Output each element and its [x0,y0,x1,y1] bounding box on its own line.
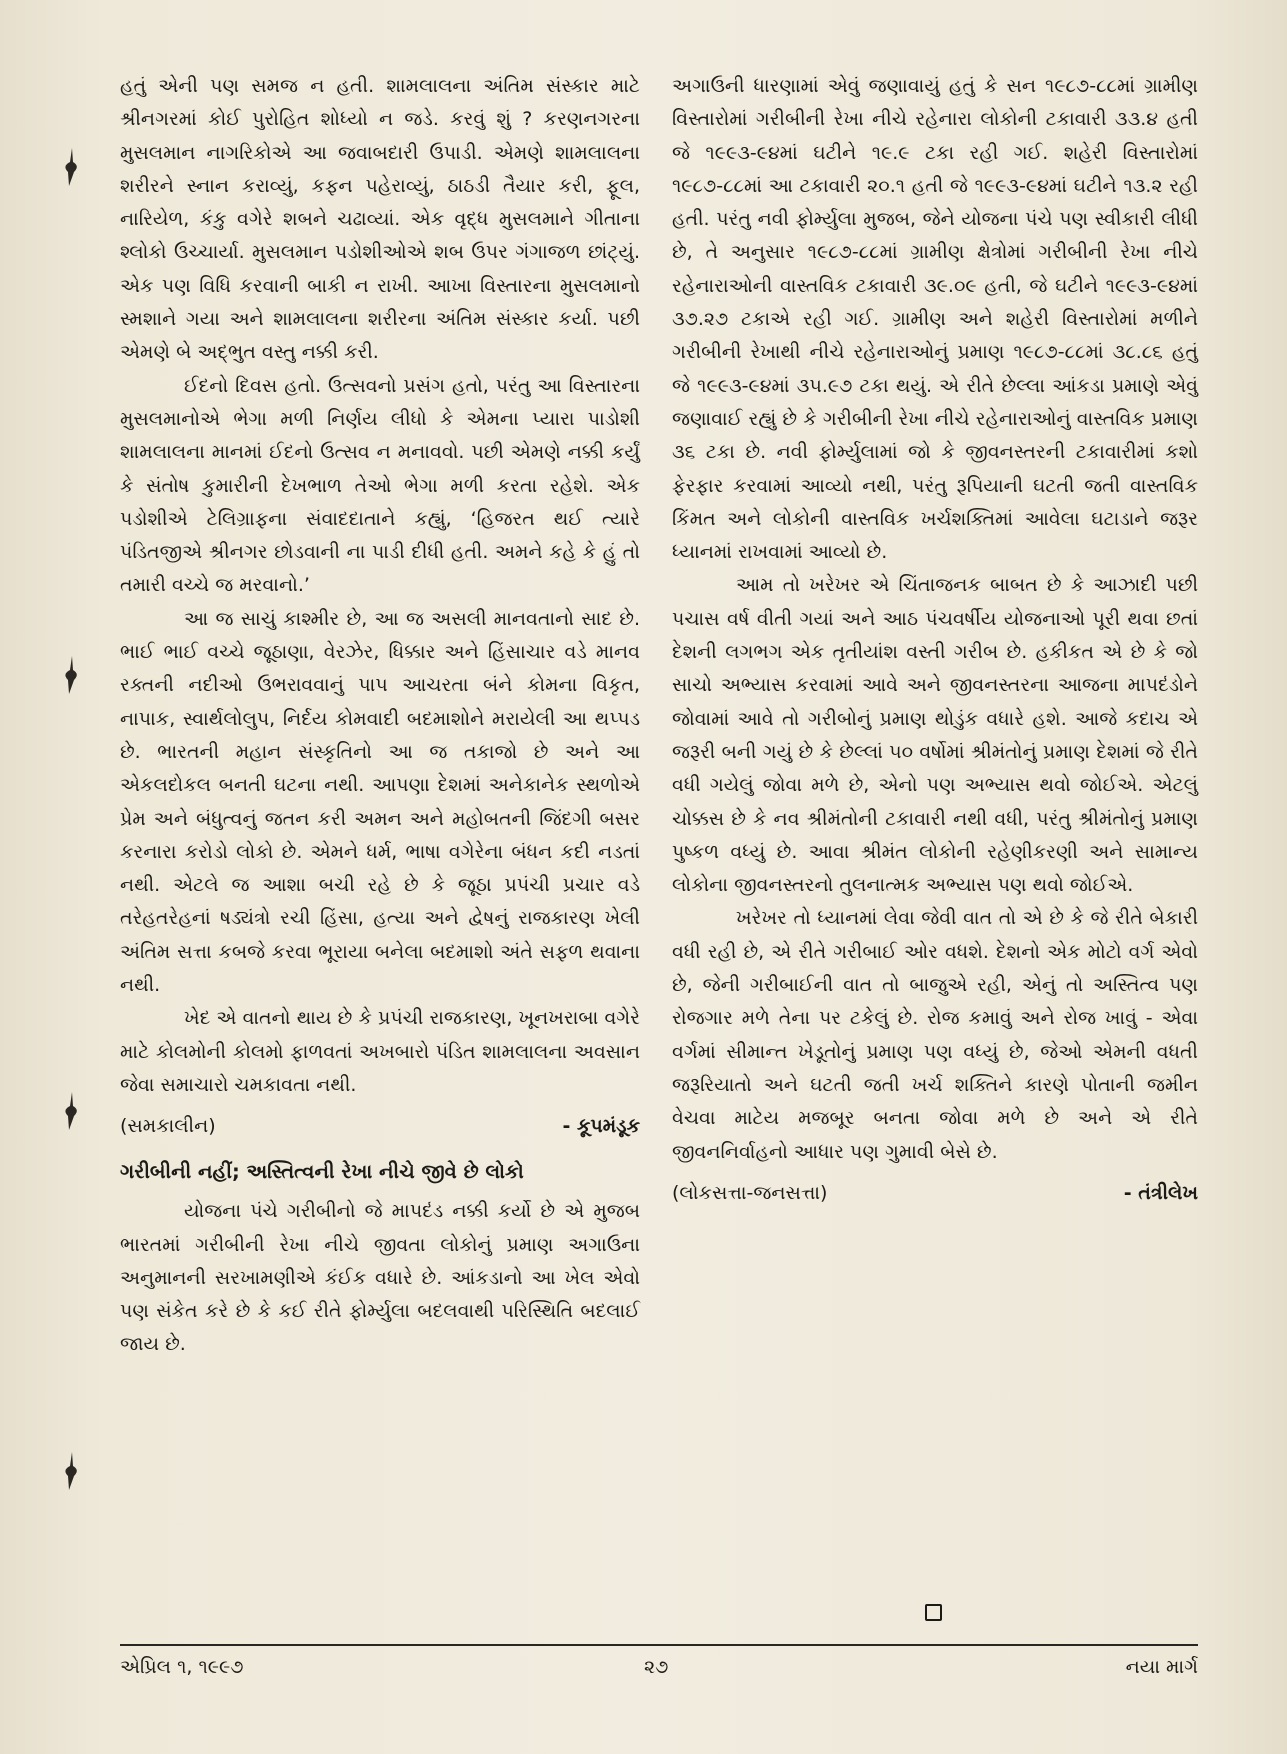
magazine-name: નયા માર્ગ [1125,1656,1198,1678]
paragraph: હતું એની પણ સમજ ન હતી. શામલાલના અંતિમ સંસ્કાર માટે શ્રીનગરમાં કોઈ પુરોહિત શોધ્યો ન જડે. કરવું શું ? કરણનગરના મુસલમાન નાગરિકોએ આ જવાબદારી ઉપાડી. એમણે શામલાલના શરીરને સ્નાન કરાવ્યું, કફન પહેરાવ્યું, ઠાઠડી તૈયાર કરી, ફૂલ, નારિયેળ, કંકુ વગેરે શબને ચઢાવ્યાં. એક વૃદ્ધ મુસલમાને ગીતાના શ્લોકો ઉચ્ચાર્યા. મુસલમાન પડોશીઓએ શબ ઉપર ગંગાજળ છાંટ્યું. એક પણ વિધિ કરવાની બાકી ન રાખી. આખા વિસ્તારના મુસલમાનો સ્મશાને ગયા અને શામલાલના શરીરના અંતિમ સંસ્કાર કર્યા. પછી એમણે બે અદ્ભુત વસ્તુ નક્કી કરી. [120,75,640,364]
paragraph: યોજના પંચે ગરીબીનો જે માપદંડ નક્કી કર્યો છે એ મુજબ ભારતમાં ગરીબીની રેખા નીચે જીવતા લોકોનું પ્રમાણ અગાઉના અનુમાનની સરખામણીએ કંઈક વધારે છે. આંકડાનો આ ખેલ એવો પણ સંકેત કરે છે કે કઈ રીતે ફોર્મ્યુલા બદલવાથી પરિસ્થિતિ બદલાઈ જાય છે. [120,1200,640,1356]
binding-hole-icon [60,1452,82,1490]
right-column [672,70,1198,1210]
paragraph: ખરેખર તો ધ્યાનમાં લેવા જેવી વાત તો એ છે કે જે રીતે બેકારી વધી રહી છે, એ રીતે ગરીબાઈ ઓર વધશે. દેશનો એક મોટો વર્ગ એવો છે, જેની ગરીબાઈની વાત તો બાજુએ રહી, એનું તો અસ્તિત્વ પણ રોજગાર મળે તેના પર ટકેલું છે. રોજ કમાવું અને રોજ ખાવું - એવા વર્ગમાં સીમાન્ત ખેડૂતોનું પ્રમાણ પણ વધ્યું છે, જેઓ એમની વધતી જરૂરિયાતો અને ઘટતી જતી ખર્ચ શક્તિને કારણે પોતાની જમીન વેચવા માટેય મજબૂર બનતા જોવા મળે છે અને એ રીતે જીવનનિર્વાહનો આધાર પણ ગુમાવી બેસે છે. [672,907,1198,1163]
left-column [120,70,640,1362]
source-attribution [672,1177,1198,1210]
source-name: (સમકાલીન) [120,1115,216,1138]
author-name: - તંત્રીલેખ [1123,1181,1198,1204]
binding-hole-icon [60,148,82,186]
author-name: - કૂપમંડૂક [562,1115,640,1138]
source-name: (લોકસત્તા-જનસત્તા) [672,1181,828,1204]
page-number: ૨૭ [644,1656,669,1678]
paragraph: અગાઉની ધારણામાં એવું જણાવાયું હતું કે સન ૧૯૮૭-૮૮માં ગ્રામીણ વિસ્તારોમાં ગરીબીની રેખા નીચે રહેનારા લોકોની ટકાવારી ૩૩.૪ હતી જે ૧૯૯૩-૯૪માં ઘટીને ૧૯.૯ ટકા રહી ગઈ. શહેરી વિસ્તારોમાં ૧૯૮૭-૮૮માં આ ટકાવારી ૨૦.૧ હતી જે ૧૯૯૩-૯૪માં ઘટીને ૧૩.૨ રહી હતી. પરંતુ નવી ફોર્મ્યુલા મુજબ, જેને યોજના પંચે પણ સ્વીકારી લીધી છે, તે અનુસાર ૧૯૮૭-૮૮માં ગ્રામીણ ક્ષેત્રોમાં ગરીબીની રેખા નીચે રહેનારાઓની વાસ્તવિક ટકાવારી ૩૯.૦૯ હતી, જે ઘટીને ૧૯૯૩-૯૪માં ૩૭.૨૭ ટકાએ રહી ગઈ. ગ્રામીણ અને શહેરી વિસ્તારોમાં મળીને ગરીબીની રેખાથી નીચે રહેનારાઓનું પ્રમાણ ૧૯૮૭-૮૮માં ૩૮.૮૬ હતું જે ૧૯૯૩-૯૪માં ૩૫.૯૭ ટકા થયું. એ રીતે છેલ્લા આંકડા પ્રમાણે એવું જણાવાઈ રહ્યું છે કે ગરીબીની રેખા નીચે રહેનારાઓનું વાસ્તવિક પ્રમાણ ૩૬ ટકા છે. નવી ફોર્મ્યુલામાં જો કે જીવનસ્તરની ટકાવારીમાં કશો ફેરફાર કરવામાં આવ્યો નથી, પરંતુ રૂપિયાની ઘટતી જતી વાસ્તવિક કિંમત અને લોકોની વાસ્તવિક ખર્ચશક્તિમાં આવેલા ઘટાડાને જરૂર ધ્યાનમાં રાખવામાં આવ્યો છે. [672,75,1198,564]
paragraph: ઈદનો દિવસ હતો. ઉત્સવનો પ્રસંગ હતો, પરંતુ આ વિસ્તારના મુસલમાનોએ ભેગા મળી નિર્ણય લીધો કે એમના પ્યારા પાડોશી શામલાલના માનમાં ઈદનો ઉત્સવ ન મનાવવો. પછી એમણે નક્કી કર્યું કે સંતોષ કુમારીની દેખભાળ તેઓ ભેગા મળી કરતા રહેશે. એક પડોશીએ ટેલિગ્રાફના સંવાદદાતાને કહ્યું, ‘હિજરત થઈ ત્યારે પંડિતજીએ શ્રીનગર છોડવાની ના પાડી દીધી હતી. અમને કહે કે હું તો તમારી વચ્ચે જ મરવાનો.’ [120,374,640,597]
paragraph: ખેદ એ વાતનો થાય છે કે પ્રપંચી રાજકારણ, ખૂનખરાબા વગેરે માટે કોલમોની કોલમો ફાળવતાં અખબારો પંડિત શામલાલના અવસાન જેવા સમાચારો ચમકાવતા નથી. [120,1007,640,1096]
section-heading: ગરીબીની નહીં; અસ્તિત્વની રેખા નીચે જીવે છે લોકો [120,1160,524,1184]
paragraph: આમ તો ખરેખર એ ચિંતાજનક બાબત છે કે આઝાદી પછી પચાસ વર્ષ વીતી ગયાં અને આઠ પંચવર્ષીય યોજનાઓ પૂરી થવા છતાં દેશની લગભગ એક તૃતીયાંશ વસ્તી ગરીબ છે. હકીકત એ છે કે જો સાચો અભ્યાસ કરવામાં આવે અને જીવનસ્તરના આજના માપદંડોને જોવામાં આવે તો ગરીબોનું પ્રમાણ થોડુંક વધારે હશે. આજે કદાચ એ જરૂરી બની ગયું છે કે છેલ્લાં ૫૦ વર્ષોમાં શ્રીમંતોનું પ્રમાણ દેશમાં જે રીતે વધી ગયેલું જોવા મળે છે, એનો પણ અભ્યાસ થવો જોઈએ. એટલું ચોક્કસ છે કે નવ શ્રીમંતોની ટકાવારી નથી વધી, પરંતુ શ્રીમંતોનું પ્રમાણ પુષ્કળ વધ્યું છે. આવા શ્રીમંત લોકોની રહેણીકરણી અને સામાન્ય લોકોના જીવનસ્તરનો તુલનાત્મક અભ્યાસ પણ થવો જોઈએ. [672,574,1198,897]
issue-date: એપ્રિલ ૧, ૧૯૯૭ [120,1656,244,1678]
binding-hole-icon [60,656,82,694]
binding-hole-icon [60,1092,82,1130]
end-of-article-square-icon [925,1604,942,1621]
source-attribution [120,1110,640,1143]
footer-divider [120,1644,1198,1646]
paragraph: આ જ સાચું કાશ્મીર છે, આ જ અસલી માનવતાનો સાદ છે. ભાઈ ભાઈ વચ્ચે જૂઠાણા, વેરઝેર, ધિક્કાર અને હિંસાચાર વડે માનવ રક્તની નદીઓ ઉભરાવવાનું પાપ આચરતા બંને કોમના વિકૃત, નાપાક, સ્વાર્થલોલુપ, નિર્દય કોમવાદી બદમાશોને મરાયેલી આ થપ્પડ છે. ભારતની મહાન સંસ્કૃતિનો આ જ તકાજો છે અને આ એકલદોકલ બનતી ઘટના નથી. આપણા દેશમાં અનેકાનેક સ્થળોએ પ્રેમ અને બંધુત્વનું જતન કરી અમન અને મહોબતની જિંદગી બસર કરનારા કરોડો લોકો છે. એમને ધર્મ, ભાષા વગેરેના બંધન કદી નડતાં નથી. એટલે જ આશા બચી રહે છે કે જૂઠા પ્રપંચી પ્રચાર વડે તરેહતરેહનાં ષડ્યંત્રો રચી હિંસા, હત્યા અને દ્વેષનું રાજકારણ ખેલી અંતિમ સત્તા કબજે કરવા ભૂરાયા બનેલા બદમાશો અંતે સફળ થવાના નથી. [120,607,640,997]
